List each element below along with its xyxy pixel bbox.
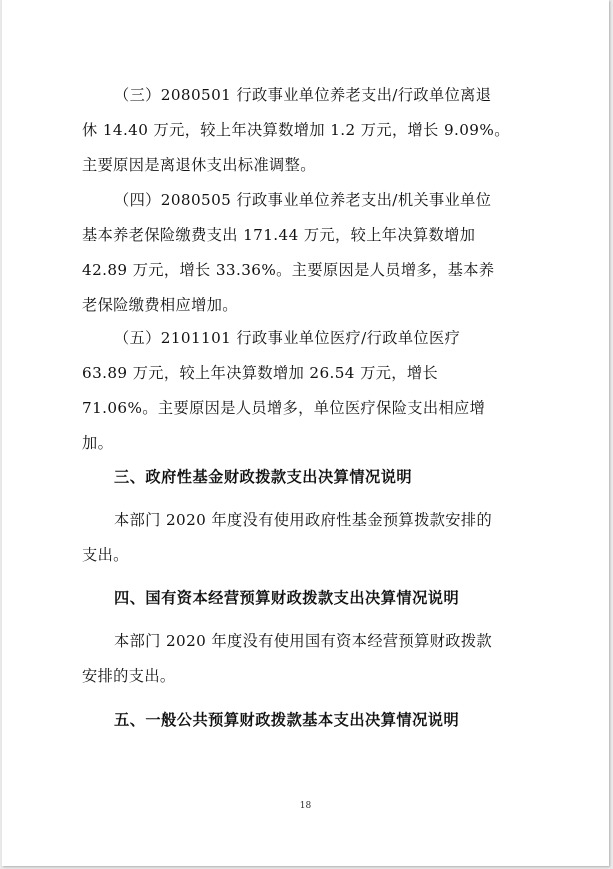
item-5-paragraph (82, 321, 522, 461)
document-page (2, 0, 609, 866)
section-4-line-2: 安排的支出。 (82, 667, 176, 685)
page-number: 18 (299, 801, 312, 811)
section-3-body (82, 503, 522, 573)
section-4-line-1: 本部门 2020 年度没有使用国有资本经营预算财政拨款 (114, 632, 493, 650)
item-3-paragraph (82, 78, 522, 183)
section-5-heading: 五、一般公共预算财政拨款基本支出决算情况说明 (114, 711, 460, 729)
item-4-line-3: 42.89 万元，增长 33.36%。主要原因是人员增多，基本养 (82, 261, 495, 279)
item-3-line-1: （三）2080501 行政事业单位养老支出/行政单位离退 (114, 86, 492, 104)
item-4-line-2: 基本养老保险缴费支出 171.44 万元，较上年决算数增加 (82, 226, 476, 244)
item-3-line-2: 休 14.40 万元，较上年决算数增加 1.2 万元，增长 9.09%。 (82, 121, 510, 139)
item-3-line-3: 主要原因是离退休支出标准调整。 (82, 156, 316, 174)
item-4-line-1: （四）2080505 行政事业单位养老支出/机关事业单位 (114, 191, 492, 209)
section-4-heading: 四、国有资本经营预算财政拨款支出决算情况说明 (114, 589, 460, 607)
section-4-body (82, 624, 522, 694)
item-4-line-4: 老保险缴费相应增加。 (82, 296, 238, 314)
section-3-heading: 三、政府性基金财政拨款支出决算情况说明 (114, 468, 413, 486)
item-4-paragraph (82, 183, 522, 323)
item-5-line-3: 71.06%。主要原因是人员增多，单位医疗保险支出相应增 (82, 399, 486, 417)
section-3-line-1: 本部门 2020 年度没有使用政府性基金预算拨款安排的 (114, 511, 493, 529)
section-3-line-2: 支出。 (82, 546, 129, 564)
item-5-line-2: 63.89 万元，较上年决算数增加 26.54 万元，增长 (82, 364, 439, 382)
item-5-line-4: 加。 (82, 434, 114, 452)
item-5-line-1: （五）2101101 行政事业单位医疗/行政单位医疗 (114, 329, 461, 347)
